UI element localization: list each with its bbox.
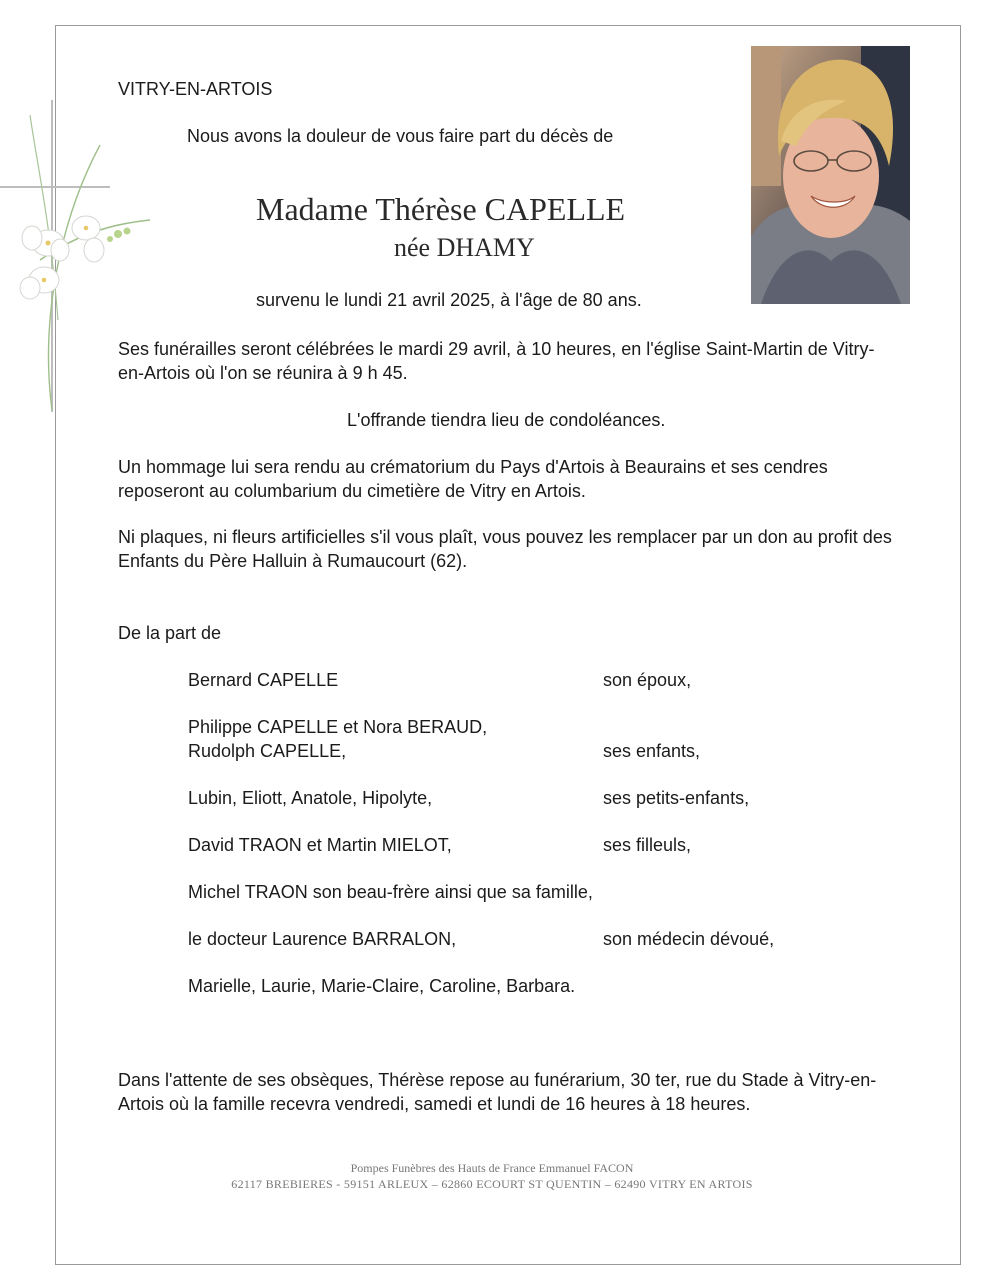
maiden-name: née DHAMY <box>394 233 535 262</box>
family-grandchildren-relation: ses petits-enfants, <box>603 788 750 808</box>
family-godchildren-name: David TRAON et Martin MIELOT, <box>188 835 452 855</box>
family-brother-in-law: Michel TRAON son beau-frère ainsi que sa famille, <box>188 882 593 902</box>
vigil-paragraph: Dans l'attente de ses obsèques, Thérèse repose au funérarium, 30 ter, rue du Stade à Vitry-en-Artois où la famille recevra vendredi, samedi et lundi de 16 heures à 18 heures. <box>118 1070 877 1114</box>
from-label: De la part de <box>118 623 222 643</box>
family-children-line2: Rudolph CAPELLE, <box>188 741 347 761</box>
family-grandchildren-name: Lubin, Eliott, Anatole, Hipolyte, <box>188 788 433 808</box>
deceased-name: Madame Thérèse CAPELLE <box>256 191 626 227</box>
footer-addresses: 62117 BREBIERES - 59151 ARLEUX – 62860 ECOURT ST QUENTIN – 62490 VITRY EN ARTOIS <box>231 1177 753 1191</box>
offering-text: L'offrande tiendra lieu de condoléances. <box>347 410 666 430</box>
funeral-paragraph: Ses funérailles seront célébrées le mardi 29 avril, à 10 heures, en l'église Saint-Martin de Vitry-en-Artois où l'on se réunira à 9 h 45. <box>118 339 875 383</box>
tribute-paragraph: Un hommage lui sera rendu au crématorium du Pays d'Artois à Beaurains et ses cendres reposeront au columbarium du cimetière de Vitry en Artois. <box>118 457 828 501</box>
footer-company: Pompes Funèbres des Hauts de France Emmanuel FACON <box>350 1161 634 1175</box>
flowers-paragraph: Ni plaques, ni fleurs artificielles s'il vous plaît, vous pouvez les remplacer par un don au profit des Enfants du Père Halluin à Rumaucourt (62). <box>118 527 892 571</box>
portrait-photo <box>751 46 910 304</box>
family-doctor-name: le docteur Laurence BARRALON, <box>188 929 457 949</box>
family-friends: Marielle, Laurie, Marie-Claire, Caroline, Barbara. <box>188 976 576 996</box>
family-children-relation: ses enfants, <box>603 741 701 761</box>
family-doctor-relation: son médecin dévoué, <box>603 929 775 949</box>
family-spouse-relation: son époux, <box>603 670 692 690</box>
death-line: survenu le lundi 21 avril 2025, à l'âge de 80 ans. <box>256 290 642 310</box>
location-heading: VITRY-EN-ARTOIS <box>118 79 273 99</box>
family-children-line1: Philippe CAPELLE et Nora BERAUD, <box>188 717 488 737</box>
family-spouse-name: Bernard CAPELLE <box>188 670 339 690</box>
family-godchildren-relation: ses filleuls, <box>603 835 692 855</box>
intro-text: Nous avons la douleur de vous faire part du décès de <box>187 126 614 146</box>
